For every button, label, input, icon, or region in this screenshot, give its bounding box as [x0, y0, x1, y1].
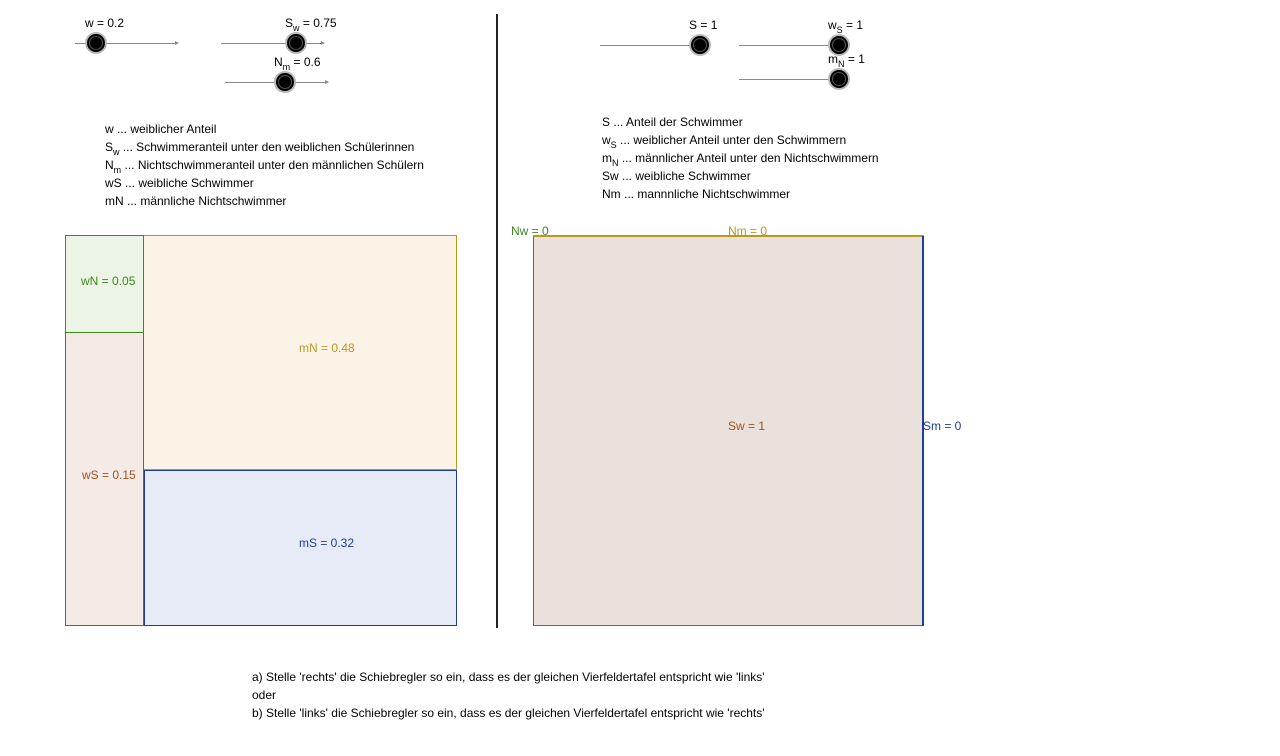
slider-mn-track[interactable] [739, 79, 839, 80]
legend-item: Sw ... weibliche Schwimmer [602, 169, 751, 183]
slider-ws-label: $w_S = 1$ [828, 18, 864, 35]
slider-s-label: S = 1 [689, 18, 718, 32]
region-nm-label: Nm = 0 [728, 224, 768, 238]
left-legend [105, 120, 424, 210]
slider-w-handle[interactable] [87, 34, 105, 52]
region-mn-label: mN = 0.48 [299, 341, 355, 355]
legend-item: $N_m$ ... Nichtschwimmeranteil unter den männlichen Schülern [105, 158, 424, 175]
legend-item: wS ... weibliche Schwimmer [105, 176, 254, 190]
slider-mn-handle[interactable] [830, 70, 848, 88]
legend-item: S ... Anteil der Schwimmer [602, 115, 743, 129]
slider-sw-handle[interactable] [287, 34, 305, 52]
legend-item: mN ... männliche Nichtschwimmer [105, 194, 287, 208]
region-ms-label: mS = 0.32 [299, 536, 355, 550]
slider-sw-label: $S_w = 0.75$ [285, 16, 337, 33]
slider-sw-arrow [321, 41, 325, 45]
region-wn-label: wN = 0.05 [81, 274, 136, 288]
slider-sw-track[interactable] [221, 43, 321, 44]
task-b: b) Stelle 'links' die Schiebregler so ein, dass es der gleichen Vierfeldertafel entspricht wie 'rechts' [252, 706, 765, 720]
task-or: oder [252, 688, 277, 702]
region-sw-label: Sw = 1 [728, 419, 766, 433]
legend-item: w ... weiblicher Anteil [105, 122, 217, 136]
slider-s-track[interactable] [600, 45, 700, 46]
legend-item: $m_N$ ... männlicher Anteil unter den Nichtschwimmern [602, 151, 879, 168]
slider-nm-track[interactable] [225, 82, 325, 83]
slider-w-arrow [175, 41, 179, 45]
slider-s-handle[interactable] [691, 36, 709, 54]
slider-mn-label: $m_N = 1$ [828, 52, 865, 69]
region-nw-label: Nw = 0 [511, 224, 549, 238]
panel-divider [496, 14, 498, 628]
task-text [252, 668, 765, 722]
legend-item: $S_w$ ... Schwimmeranteil unter den weiblichen Schülerinnen [105, 140, 415, 157]
slider-nm-arrow [325, 80, 329, 84]
slider-w-label: w = 0.2 [85, 16, 125, 30]
region-sm-label: Sm = 0 [923, 419, 962, 433]
slider-ws-track[interactable] [739, 45, 839, 46]
region-ws-label: wS = 0.15 [82, 468, 136, 482]
right-legend [602, 113, 879, 203]
task-a: a) Stelle 'rechts' die Schiebregler so ein, dass es der gleichen Vierfeldertafel entspricht wie 'links' [252, 670, 765, 684]
slider-nm-label: $N_m = 0.6$ [274, 55, 321, 72]
slider-nm-handle[interactable] [276, 73, 294, 91]
legend-item: $w_S$ ... weiblicher Anteil unter den Schwimmern [602, 133, 847, 150]
legend-item: Nm ... mannnliche Nichtschwimmer [602, 187, 791, 201]
